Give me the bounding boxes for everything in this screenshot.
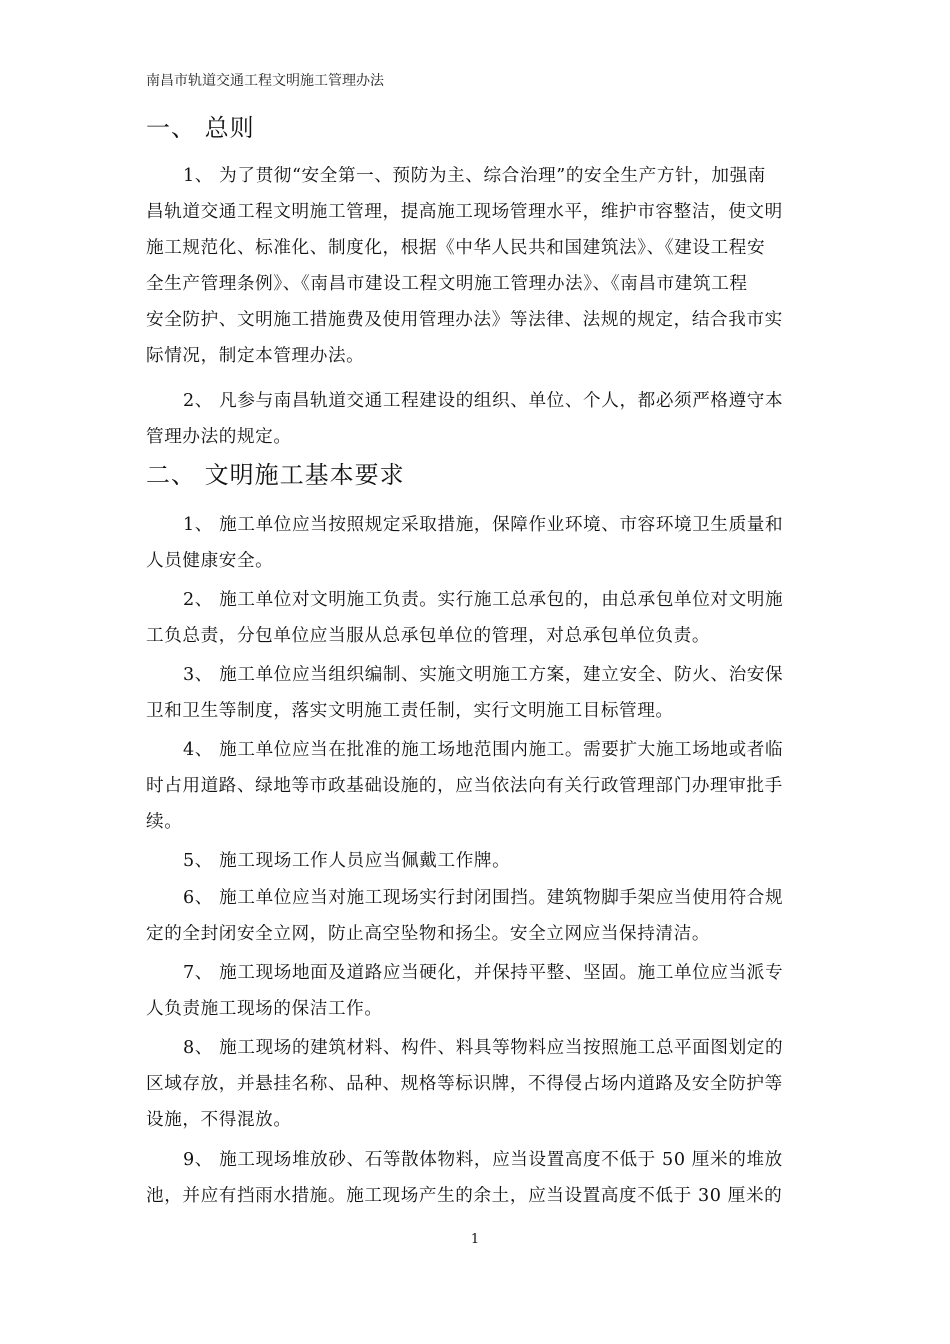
section-heading-general: 一、 总则	[146, 114, 255, 142]
section-heading-requirements: 二、 文明施工基本要求	[146, 461, 405, 489]
text-line: 3、 施工单位应当组织编制、实施文明施工方案，建立安全、防火、治安保	[183, 665, 784, 685]
text-line: 5、 施工现场工作人员应当佩戴工作牌。	[183, 851, 511, 871]
text-line: 际情况，制定本管理办法。	[146, 346, 365, 366]
text-line: 池，并应有挡雨水措施。施工现场产生的余土，应当设置高度不低于 30 厘米的	[146, 1186, 783, 1206]
text-line: 2、 凡参与南昌轨道交通工程建设的组织、单位、个人，都必须严格遵守本	[183, 391, 784, 411]
text-line: 7、 施工现场地面及道路应当硬化，并保持平整、坚固。施工单位应当派专	[183, 963, 784, 983]
text-line: 区域存放，并悬挂名称、品种、规格等标识牌，不得侵占场内道路及安全防护等	[146, 1074, 783, 1094]
text-line: 时占用道路、绿地等市政基础设施的，应当依法向有关行政管理部门办理审批手	[146, 776, 783, 796]
text-line: 续。	[146, 812, 183, 832]
text-line: 6、 施工单位应当对施工现场实行封闭围挡。建筑物脚手架应当使用符合规	[183, 888, 784, 908]
text-line: 4、 施工单位应当在批准的施工场地范围内施工。需要扩大施工场地或者临	[183, 740, 784, 760]
text-line: 2、 施工单位对文明施工负责。实行施工总承包的，由总承包单位对文明施	[183, 590, 784, 610]
text-line: 施工规范化、标准化、制度化，根据《中华人民共和国建筑法》、《建设工程安	[146, 238, 766, 258]
text-line: 9、 施工现场堆放砂、石等散体物料，应当设置高度不低于 50 厘米的堆放	[183, 1150, 783, 1170]
text-line: 8、 施工现场的建筑材料、构件、料具等物料应当按照施工总平面图划定的	[183, 1038, 784, 1058]
text-line: 人员健康安全。	[146, 551, 274, 571]
text-line: 昌轨道交通工程文明施工管理，提高施工现场管理水平，维护市容整洁，使文明	[146, 202, 783, 222]
text-line: 定的全封闭安全立网，防止高空坠物和扬尘。安全立网应当保持清洁。	[146, 924, 711, 944]
text-line: 1、 为了贯彻“安全第一、预防为主、综合治理”的安全生产方针，加强南	[183, 166, 766, 186]
text-line: 1、 施工单位应当按照规定采取措施，保障作业环境、市容环境卫生质量和	[183, 515, 784, 535]
text-line: 人负责施工现场的保洁工作。	[146, 999, 383, 1019]
text-line: 全生产管理条例》、《南昌市建设工程文明施工管理办法》、《南昌市建筑工程	[146, 274, 748, 294]
text-line: 卫和卫生等制度，落实文明施工责任制，实行文明施工目标管理。	[146, 701, 674, 721]
text-line: 设施，不得混放。	[146, 1110, 292, 1130]
page-number: 1	[470, 1232, 480, 1247]
running-header: 南昌市轨道交通工程文明施工管理办法	[146, 73, 384, 89]
text-line: 管理办法的规定。	[146, 427, 292, 447]
text-line: 工负总责，分包单位应当服从总承包单位的管理，对总承包单位负责。	[146, 626, 711, 646]
text-line: 安全防护、文明施工措施费及使用管理办法》等法律、法规的规定，结合我市实	[146, 310, 783, 330]
